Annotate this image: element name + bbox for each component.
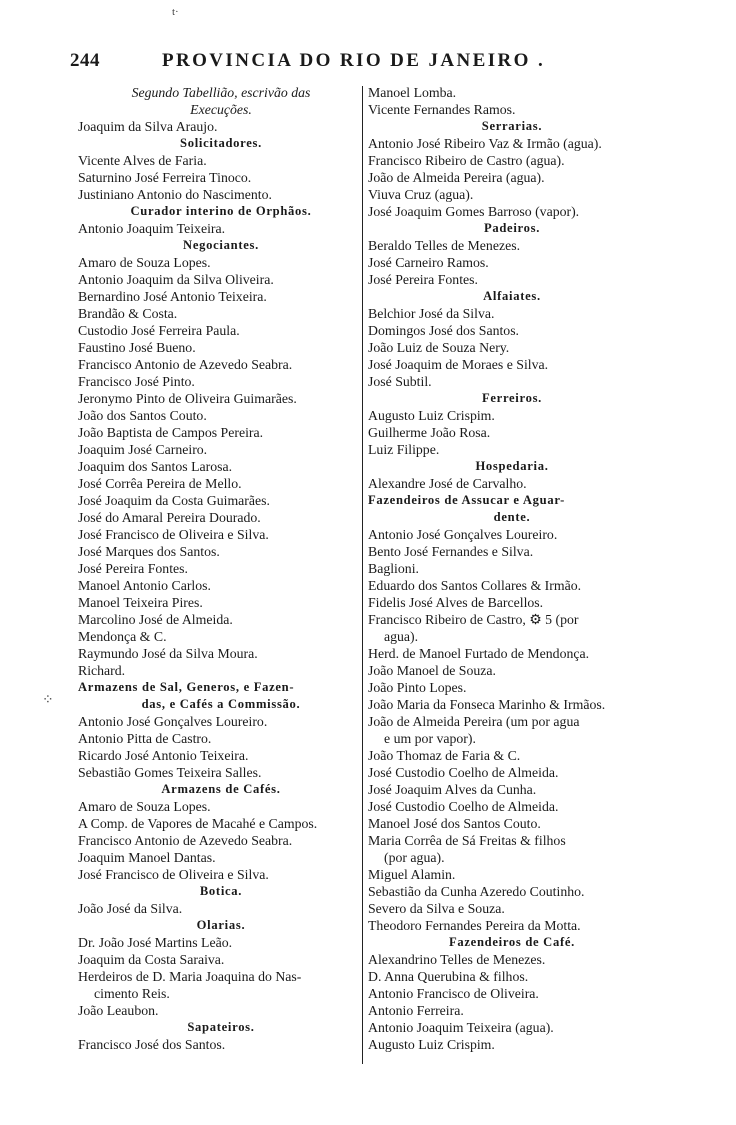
- list-item: Fidelis José Alves de Barcellos.: [368, 595, 544, 610]
- section-heading: Sapateiros.: [187, 1020, 255, 1034]
- list-item: Manoel Lomba.: [368, 85, 457, 100]
- section-heading-cont: das, e Cafés a Commissão.: [141, 697, 301, 711]
- list-item: José Corrêa Pereira de Mello.: [78, 476, 242, 491]
- list-item: Manoel Antonio Carlos.: [78, 578, 211, 593]
- list-item: Antonio José Gonçalves Loureiro.: [78, 714, 268, 729]
- list-item: José Joaquim de Moraes e Silva.: [368, 357, 549, 372]
- list-item: João José da Silva.: [78, 901, 183, 916]
- section-heading: Serrarias.: [481, 119, 543, 133]
- list-padeiros: [368, 237, 656, 288]
- list-item: Eduardo dos Santos Collares & Irmão.: [368, 578, 582, 593]
- list-item: Manoel Teixeira Pires.: [78, 595, 203, 610]
- list-item-cont: (por agua).: [384, 850, 445, 865]
- list-item: João Leaubon.: [78, 1003, 159, 1018]
- page-header: [70, 50, 560, 76]
- list-item: Baglioni.: [368, 561, 419, 576]
- list-item: Amaro de Souza Lopes.: [78, 255, 211, 270]
- list-item: Maria Corrêa de Sá Freitas & filhos: [368, 833, 566, 848]
- list-item: José Francisco de Oliveira e Silva.: [78, 527, 269, 542]
- list-item: Augusto Luiz Crispim.: [368, 1037, 495, 1052]
- list-item: Bernardino José Antonio Teixeira.: [78, 289, 267, 304]
- list-item: José Subtil.: [368, 374, 432, 389]
- list-item: Sebastião da Cunha Azeredo Coutinho.: [368, 884, 585, 899]
- section-heading: Fazendeiros de Café.: [448, 935, 576, 949]
- list-item: João Thomaz de Faria & C.: [368, 748, 521, 763]
- list-item: José Custodio Coelho de Almeida.: [368, 765, 559, 780]
- list-fazendeiros-assucar: [368, 526, 656, 934]
- list-item: Joaquim da Costa Saraiva.: [78, 952, 225, 967]
- list-item: Antonio Francisco de Oliveira.: [368, 986, 539, 1001]
- list-item: Joaquim da Silva Araujo.: [78, 119, 218, 134]
- list-item: Domingos José dos Santos.: [368, 323, 520, 338]
- list-item: Joaquim Manoel Dantas.: [78, 850, 216, 865]
- list-item: Severo da Silva e Souza.: [368, 901, 505, 916]
- list-item: Sebastião Gomes Teixeira Salles.: [78, 765, 262, 780]
- list-item-cont: cimento Reis.: [94, 986, 170, 1001]
- list-item: Vicente Fernandes Ramos.: [368, 102, 516, 117]
- list-item: Alexandrino Telles de Menezes.: [368, 952, 546, 967]
- list-item: Herdeiros de D. Maria Joaquina do Nas-: [78, 969, 302, 984]
- list-item: Antonio Pitta de Castro.: [78, 731, 212, 746]
- margin-ornament-icon: ⁘: [42, 693, 54, 708]
- list-item: Joaquim dos Santos Larosa.: [78, 459, 233, 474]
- section-heading: Armazens de Cafés.: [161, 782, 281, 796]
- list-item: João Luiz de Souza Nery.: [368, 340, 510, 355]
- list-serrarias: [368, 135, 656, 220]
- section-heading: Alfaiates.: [483, 289, 541, 303]
- section-intro-line: Execuções.: [190, 102, 252, 117]
- list-item: Herd. de Manoel Furtado de Mendonça.: [368, 646, 590, 661]
- list-item: Viuva Cruz (agua).: [368, 187, 474, 202]
- list-item: Faustino José Bueno.: [78, 340, 196, 355]
- list-item: Francisco Ribeiro de Castro, ⚙ 5 (por: [368, 612, 579, 627]
- list-item: Joaquim José Carneiro.: [78, 442, 208, 457]
- running-title: PROVINCIA DO RIO DE JANEIRO .: [162, 50, 546, 71]
- list-negociantes: [78, 254, 364, 679]
- list-armazens-sal: [78, 713, 364, 781]
- list-item: Antonio Joaquim Teixeira (agua).: [368, 1020, 554, 1035]
- list-item: A Comp. de Vapores de Macahé e Campos.: [78, 816, 318, 831]
- list-item: Brandão & Costa.: [78, 306, 178, 321]
- list-item: Richard.: [78, 663, 126, 678]
- list-item: Dr. João José Martins Leão.: [78, 935, 233, 950]
- list-item: Vicente Alves de Faria.: [78, 153, 207, 168]
- list-item: João Maria da Fonseca Marinho & Irmãos.: [368, 697, 606, 712]
- list-item: Saturnino José Ferreira Tinoco.: [78, 170, 252, 185]
- section-heading-cont: dente.: [493, 510, 531, 524]
- list-item: Bento José Fernandes e Silva.: [368, 544, 534, 559]
- section-heading: Armazens de Sal, Generos, e Fazen-: [78, 680, 295, 694]
- list-olarias: [78, 934, 364, 1019]
- list-item: João de Almeida Pereira (um por agua: [368, 714, 580, 729]
- list-fazendeiros-cafe: [368, 951, 656, 1053]
- list-item: Antonio Joaquim da Silva Oliveira.: [78, 272, 274, 287]
- list-item: Justiniano Antonio do Nascimento.: [78, 187, 272, 202]
- list-item: Francisco José dos Santos.: [78, 1037, 226, 1052]
- list-item: Francisco Antonio de Azevedo Seabra.: [78, 357, 293, 372]
- list-armazens-cafes: [78, 798, 364, 883]
- list-item: João Manoel de Souza.: [368, 663, 496, 678]
- list-item: José Custodio Coelho de Almeida.: [368, 799, 559, 814]
- list-item: Beraldo Telles de Menezes.: [368, 238, 521, 253]
- list-item: José Pereira Fontes.: [368, 272, 478, 287]
- section-heading: Hospedaria.: [475, 459, 549, 473]
- section-heading: Botica.: [199, 884, 243, 898]
- list-item: Belchior José da Silva.: [368, 306, 495, 321]
- section-heading: Olarias.: [196, 918, 246, 932]
- list-item: Luiz Filippe.: [368, 442, 440, 457]
- left-column: [78, 84, 364, 1053]
- list-item: José Carneiro Ramos.: [368, 255, 489, 270]
- section-heading: Padeiros.: [483, 221, 541, 235]
- list-item: Francisco Ribeiro de Castro (agua).: [368, 153, 565, 168]
- section-heading: Ferreiros.: [481, 391, 543, 405]
- list-ferreiros: [368, 407, 656, 458]
- list-item: José Francisco de Oliveira e Silva.: [78, 867, 269, 882]
- list-item: João Pinto Lopes.: [368, 680, 467, 695]
- list-item: Francisco Antonio de Azevedo Seabra.: [78, 833, 293, 848]
- list-item: Raymundo José da Silva Moura.: [78, 646, 258, 661]
- list-item: Manoel José dos Santos Couto.: [368, 816, 541, 831]
- list-item: D. Anna Querubina & filhos.: [368, 969, 529, 984]
- list-item-cont: agua).: [384, 629, 419, 644]
- section-heading: Solicitadores.: [180, 136, 262, 150]
- list-item: José Joaquim Gomes Barroso (vapor).: [368, 204, 580, 219]
- list-item: João Baptista de Campos Pereira.: [78, 425, 264, 440]
- list-item: João de Almeida Pereira (agua).: [368, 170, 545, 185]
- list-item: José Joaquim Alves da Cunha.: [368, 782, 537, 797]
- list-item-cont: e um por vapor).: [384, 731, 476, 746]
- list-alfaiates: [368, 305, 656, 390]
- list-item: José Pereira Fontes.: [78, 561, 188, 576]
- list-item: Theodoro Fernandes Pereira da Motta.: [368, 918, 581, 933]
- page-number: 244: [70, 50, 100, 71]
- list-item: Marcolino José de Almeida.: [78, 612, 233, 627]
- list-item: Miguel Alamin.: [368, 867, 456, 882]
- list-item: José Marques dos Santos.: [78, 544, 220, 559]
- list-item: Amaro de Souza Lopes.: [78, 799, 211, 814]
- list-item: Antonio Joaquim Teixeira.: [78, 221, 226, 236]
- list-item: José do Amaral Pereira Dourado.: [78, 510, 261, 525]
- list-item: Antonio José Ribeiro Vaz & Irmão (agua).: [368, 136, 602, 151]
- right-column: [368, 84, 656, 1053]
- page-mark: t·: [172, 6, 179, 18]
- section-intro-line: Segundo Tabellião, escrivão das: [131, 85, 311, 100]
- list-item: Antonio Ferreira.: [368, 1003, 464, 1018]
- list-item: José Joaquim da Costa Guimarães.: [78, 493, 270, 508]
- section-heading: Fazendeiros de Assucar e Aguar-: [368, 493, 566, 507]
- list-item: Ricardo José Antonio Teixeira.: [78, 748, 249, 763]
- list-item: Antonio José Gonçalves Loureiro.: [368, 527, 558, 542]
- list-item: Augusto Luiz Crispim.: [368, 408, 495, 423]
- list-item: Custodio José Ferreira Paula.: [78, 323, 240, 338]
- list-item: Mendonça & C.: [78, 629, 167, 644]
- list-solicitadores: [78, 152, 364, 203]
- list-item: Jeronymo Pinto de Oliveira Guimarães.: [78, 391, 297, 406]
- list-item: Alexandre José de Carvalho.: [368, 476, 527, 491]
- list-item: João dos Santos Couto.: [78, 408, 207, 423]
- list-item: Guilherme João Rosa.: [368, 425, 491, 440]
- section-heading: Curador interino de Orphãos.: [130, 204, 312, 218]
- section-heading: Negociantes.: [183, 238, 259, 252]
- list-item: Francisco José Pinto.: [78, 374, 195, 389]
